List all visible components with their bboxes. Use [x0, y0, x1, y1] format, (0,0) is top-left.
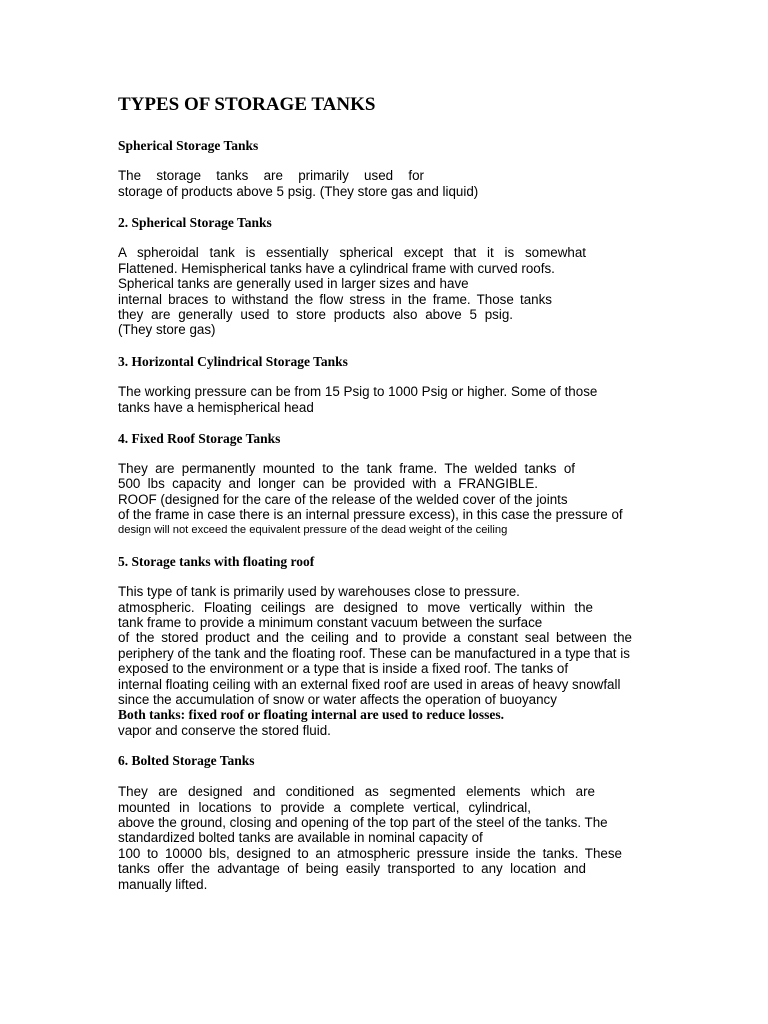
paragraph-line: 100 to 10000 bls, designed to an atmospheric pressure inside the tanks. These: [118, 846, 622, 861]
paragraph-line: of the frame in case there is an internal pressure excess), in this case the pressure of: [118, 507, 623, 522]
paragraph-line: A spheroidal tank is essentially spherical except that it is somewhat: [118, 245, 586, 260]
paragraph-line: Spherical tanks are generally used in larger sizes and have: [118, 276, 469, 291]
paragraph-line: 500 lbs capacity and longer can be provided with a FRANGIBLE.: [118, 476, 538, 491]
paragraph-line: tank frame to provide a minimum constant vacuum between the surface: [118, 615, 543, 630]
document-title: TYPES OF STORAGE TANKS: [118, 94, 376, 115]
paragraph-line: tanks offer the advantage of being easily transported to any location and: [118, 861, 586, 876]
paragraph-line: The working pressure can be from 15 Psig to 1000 Psig or higher. Some of those: [118, 384, 598, 399]
paragraph-line: design will not exceed the equivalent pressure of the dead weight of the ceiling: [118, 524, 508, 536]
paragraph-line: (They store gas): [118, 322, 216, 337]
section-heading-floating-roof: 5. Storage tanks with floating roof: [118, 554, 315, 569]
paragraph-line-bold: Both tanks: fixed roof or floating internal are used to reduce losses.: [118, 707, 504, 722]
section-heading-bolted: 6. Bolted Storage Tanks: [118, 753, 255, 768]
paragraph-line: since the accumulation of snow or water affects the operation of buoyancy: [118, 692, 557, 707]
paragraph-line: internal braces to withstand the flow stress in the frame. Those tanks: [118, 292, 552, 307]
paragraph-line: mounted in locations to provide a complete vertical, cylindrical,: [118, 800, 531, 815]
paragraph-line: storage of products above 5 psig. (They store gas and liquid): [118, 184, 479, 199]
section-heading-horizontal-cylindrical: 3. Horizontal Cylindrical Storage Tanks: [118, 354, 348, 369]
paragraph-line: vapor and conserve the stored fluid.: [118, 723, 331, 738]
paragraph-line: internal floating ceiling with an external fixed roof are used in areas of heavy snowfall: [118, 677, 621, 692]
paragraph-line: ROOF (designed for the care of the release of the welded cover of the joints: [118, 492, 568, 507]
paragraph-line: This type of tank is primarily used by warehouses close to pressure.: [118, 584, 520, 599]
paragraph-line: atmospheric. Floating ceilings are designed to move vertically within the: [118, 600, 593, 615]
paragraph-line: of the stored product and the ceiling and to provide a constant seal between the: [118, 630, 632, 645]
section-heading-fixed-roof: 4. Fixed Roof Storage Tanks: [118, 431, 281, 446]
paragraph-line: exposed to the environment or a type that is inside a fixed roof. The tanks of: [118, 661, 569, 676]
paragraph-line: They are permanently mounted to the tank frame. The welded tanks of: [118, 461, 575, 476]
paragraph-line: tanks have a hemispherical head: [118, 400, 314, 415]
paragraph-line: they are generally used to store products also above 5 psig.: [118, 307, 513, 322]
paragraph-line: above the ground, closing and opening of the top part of the steel of the tanks. The: [118, 815, 608, 830]
paragraph-line: periphery of the tank and the floating roof. These can be manufactured in a type that is: [118, 646, 630, 661]
paragraph-line: standardized bolted tanks are available in nominal capacity of: [118, 830, 483, 845]
paragraph-line: Flattened. Hemispherical tanks have a cylindrical frame with curved roofs.: [118, 261, 555, 276]
paragraph-line: The storage tanks are primarily used for: [118, 168, 424, 183]
paragraph-line: manually lifted.: [118, 877, 208, 892]
section-heading-spherical-2: 2. Spherical Storage Tanks: [118, 215, 272, 230]
paragraph-line: They are designed and conditioned as segmented elements which are: [118, 784, 595, 799]
section-heading-spherical: Spherical Storage Tanks: [118, 138, 259, 153]
